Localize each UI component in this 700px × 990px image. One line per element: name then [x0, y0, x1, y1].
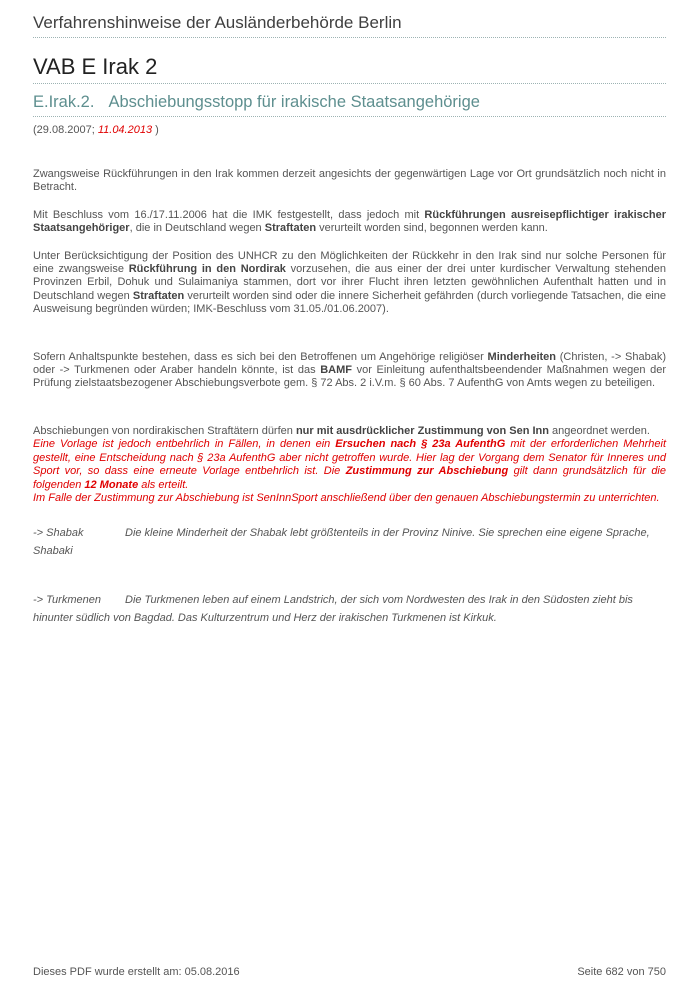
amendment-paragraph: Eine Vorlage ist jedoch entbehrlich in Fällen, in denen ein Ersuchen nach § 23a AufenthG mit der erforderlichen Mehrheit gestellt, eine Entscheidung nach § 23a AufenthG aber nicht getroffen wurde. Hier lag der Vorgang dem Senator für Inneres und Sport vor, so dass eine erneute Vorlage entbehrlich ist. Die Zustimmung zur Abschiebung gilt dann grundsätzlich für die folgenden 12 Monate als erteilt. [33, 438, 666, 491]
header-title: Verfahrenshinweise der Ausländerbehörde Berlin [33, 13, 402, 32]
section-number: E.Irak.2. [33, 93, 95, 111]
amendment-block [33, 438, 666, 505]
paragraph: Abschiebungen von nordirakischen Straftätern dürfen nur mit ausdrücklicher Zustimmung von Sen Inn angeordnet werden. [33, 424, 650, 437]
body-text [33, 168, 666, 627]
glossary-entry-shabak [33, 524, 666, 560]
paragraph: Unter Berücksichtigung der Position des UNHCR zu den Möglichkeiten der Rückkehr in den Irak sind nur solche Personen für eine zwangsweise Rückführung in den Nordirak vorzusehen, die aus einer der drei unter kurdischer Verwaltung stehenden Provinzen Erbil, Dohuk und Sulaimaniya stammen, dort vor ihrer Flucht ihren letzten gewöhnlichen Aufenthalt hatten und in Deutschland wegen Straftaten verurteilt worden sind oder die innere Sicherheit gefährden (durch vorliegende Tatsachen, die eine Ausweisung begründen würden; IMK-Beschluss vom 31.05./01.06.2007). [33, 249, 666, 316]
glossary-term: -> Turkmenen [33, 594, 101, 607]
glossary-entry-turkmenen [33, 591, 666, 627]
footer-page-number: Seite 682 von 750 [577, 966, 666, 978]
date-original: (29.08.2007; [33, 124, 98, 136]
section-divider [33, 116, 666, 117]
amendment-paragraph: Im Falle der Zustimmung zur Abschiebung ist SenInnSport anschließend über den genauen Abschiebungstermin zu unterrichten. [33, 491, 660, 504]
page-title: VAB E Irak 2 [33, 54, 158, 79]
section-heading [33, 93, 480, 112]
date-changed: 11.04.2013 [97, 124, 153, 136]
glossary-term: -> Shabak [33, 527, 84, 540]
section-title: Abschiebungsstopp für irakische Staatsangehörige [108, 93, 480, 111]
revision-dates [33, 124, 159, 136]
glossary-text: Die Turkmenen leben auf einem Landstrich, der sich vom Nordwesten des Irak in den Südosten zieht bis hinunter südlich von Bagdad. Das Kulturzentrum und Herz der irakischen Turkmenen ist Kirkuk. [33, 594, 633, 625]
title-divider [33, 83, 666, 84]
paragraph: Sofern Anhaltspunkte bestehen, dass es sich bei den Betroffenen um Angehörige religiöser Minderheiten (Christen, -> Shabak) oder -> Turkmenen oder Araber handeln könnte, ist das BAMF vor Einleitung aufenthaltsbeendender Maßnahmen wegen der Prüfung zielstaatsbezogener Abschiebungsverbote gem. § 72 Abs. 2 i.V.m. § 60 Abs. 7 AufenthG von Amts wegen zu beteiligen. [33, 350, 666, 390]
glossary-text: Die kleine Minderheit der Shabak lebt größtenteils in der Provinz Ninive. Sie sprechen eine eigene Sprache, Shabaki [33, 527, 650, 558]
paragraph: Mit Beschluss vom 16./17.11.2006 hat die IMK festgestellt, dass jedoch mit Rückführungen ausreisepflichtiger irakischer Staatsangehöriger, die in Deutschland wegen Straftaten verurteilt worden sind, begonnen werden kann. [33, 208, 666, 235]
footer-created-date: Dieses PDF wurde erstellt am: 05.08.2016 [33, 966, 240, 978]
paragraph: Zwangsweise Rückführungen in den Irak kommen derzeit angesichts der gegenwärtigen Lage vor Ort grundsätzlich noch nicht in Betracht. [33, 168, 666, 194]
date-close: ) [152, 124, 159, 136]
header-divider [33, 37, 666, 38]
